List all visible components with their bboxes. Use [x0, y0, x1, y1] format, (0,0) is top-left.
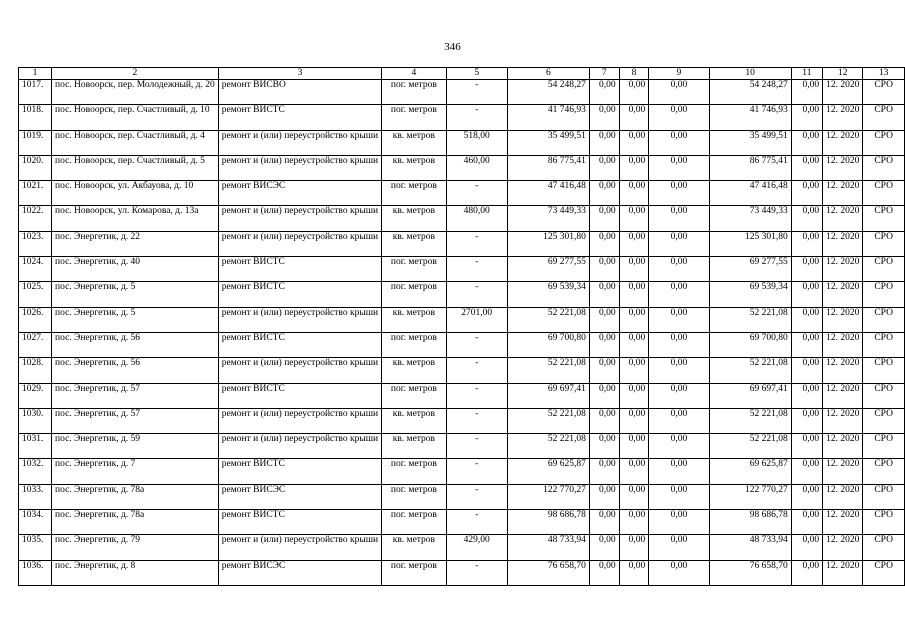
col-9-value-cell: 0,00 — [649, 155, 709, 180]
total-cost-cell: 125 301,80 — [507, 231, 589, 256]
address-cell: пос. Энергетик, д. 5 — [52, 282, 219, 307]
address-cell: пос. Энергетик, д. 8 — [52, 560, 219, 585]
col-11-value-cell: 0,00 — [791, 307, 822, 332]
address-cell: пос. Энергетик, д. 56 — [52, 332, 219, 357]
col-11-value-cell: 0,00 — [791, 535, 822, 560]
deadline-cell: 12. 2020 — [823, 383, 863, 408]
volume-cell: 480,00 — [446, 206, 507, 231]
deadline-cell: 12. 2020 — [823, 282, 863, 307]
table-body — [19, 80, 905, 586]
address-cell: пос. Энергетик, д. 40 — [52, 257, 219, 282]
table-row — [19, 80, 905, 105]
unit-cell: кв. метров — [382, 231, 447, 256]
col-8-value-cell: 0,00 — [619, 206, 649, 231]
col-7-value-cell: 0,00 — [589, 155, 619, 180]
work-type-cell: ремонт и (или) переустройство крыши — [218, 155, 381, 180]
col-10-value-cell: 47 416,48 — [709, 181, 791, 206]
address-cell: пос. Энергетик, д. 56 — [52, 358, 219, 383]
column-header: 12 — [823, 68, 863, 80]
col-8-value-cell: 0,00 — [619, 459, 649, 484]
deadline-cell: 12. 2020 — [823, 181, 863, 206]
col-7-value-cell: 0,00 — [589, 358, 619, 383]
column-header: 11 — [791, 68, 822, 80]
work-type-cell: ремонт и (или) переустройство крыши — [218, 408, 381, 433]
col-7-value-cell: 0,00 — [589, 282, 619, 307]
table-row — [19, 459, 905, 484]
deadline-cell: 12. 2020 — [823, 459, 863, 484]
deadline-cell: 12. 2020 — [823, 535, 863, 560]
unit-cell: пог. метров — [382, 332, 447, 357]
col-11-value-cell: 0,00 — [791, 560, 822, 585]
executor-cell: СРО — [863, 560, 905, 585]
work-type-cell: ремонт ВИСТС — [218, 257, 381, 282]
col-10-value-cell: 69 697,41 — [709, 383, 791, 408]
address-cell: пос. Новоорск, ул. Акбауова, д. 10 — [52, 181, 219, 206]
executor-cell: СРО — [863, 535, 905, 560]
works-table — [18, 67, 905, 586]
volume-cell: - — [446, 459, 507, 484]
column-header: 1 — [19, 68, 52, 80]
col-7-value-cell: 0,00 — [589, 257, 619, 282]
table-row — [19, 510, 905, 535]
address-cell: пос. Энергетик, д. 5 — [52, 307, 219, 332]
row-number-cell: 1033. — [19, 484, 52, 509]
executor-cell: СРО — [863, 257, 905, 282]
volume-cell: - — [446, 383, 507, 408]
executor-cell: СРО — [863, 383, 905, 408]
deadline-cell: 12. 2020 — [823, 231, 863, 256]
unit-cell: кв. метров — [382, 535, 447, 560]
row-number-cell: 1032. — [19, 459, 52, 484]
volume-cell: - — [446, 358, 507, 383]
unit-cell: кв. метров — [382, 434, 447, 459]
col-8-value-cell: 0,00 — [619, 332, 649, 357]
row-number-cell: 1036. — [19, 560, 52, 585]
work-type-cell: ремонт ВИСТС — [218, 282, 381, 307]
address-cell: пос. Новоорск, ул. Комарова, д. 13а — [52, 206, 219, 231]
total-cost-cell: 52 221,08 — [507, 307, 589, 332]
total-cost-cell: 86 775,41 — [507, 155, 589, 180]
row-number-cell: 1029. — [19, 383, 52, 408]
total-cost-cell: 35 499,51 — [507, 130, 589, 155]
col-7-value-cell: 0,00 — [589, 510, 619, 535]
executor-cell: СРО — [863, 459, 905, 484]
col-9-value-cell: 0,00 — [649, 434, 709, 459]
row-number-cell: 1030. — [19, 408, 52, 433]
col-10-value-cell: 69 625,87 — [709, 459, 791, 484]
executor-cell: СРО — [863, 130, 905, 155]
work-type-cell: ремонт ВИСЭС — [218, 484, 381, 509]
table-row — [19, 535, 905, 560]
col-7-value-cell: 0,00 — [589, 231, 619, 256]
volume-cell: - — [446, 105, 507, 130]
executor-cell: СРО — [863, 282, 905, 307]
col-8-value-cell: 0,00 — [619, 181, 649, 206]
table-row — [19, 484, 905, 509]
col-8-value-cell: 0,00 — [619, 231, 649, 256]
executor-cell: СРО — [863, 510, 905, 535]
col-10-value-cell: 76 658,70 — [709, 560, 791, 585]
work-type-cell: ремонт и (или) переустройство крыши — [218, 434, 381, 459]
column-header: 9 — [649, 68, 709, 80]
table-row — [19, 181, 905, 206]
col-8-value-cell: 0,00 — [619, 408, 649, 433]
column-header: 3 — [218, 68, 381, 80]
col-7-value-cell: 0,00 — [589, 560, 619, 585]
volume-cell: - — [446, 80, 507, 105]
table-row — [19, 307, 905, 332]
col-8-value-cell: 0,00 — [619, 155, 649, 180]
total-cost-cell: 69 539,34 — [507, 282, 589, 307]
total-cost-cell: 52 221,08 — [507, 434, 589, 459]
row-number-cell: 1021. — [19, 181, 52, 206]
deadline-cell: 12. 2020 — [823, 257, 863, 282]
table-row — [19, 408, 905, 433]
unit-cell: кв. метров — [382, 130, 447, 155]
unit-cell: кв. метров — [382, 358, 447, 383]
address-cell: пос. Энергетик, д. 57 — [52, 383, 219, 408]
col-10-value-cell: 35 499,51 — [709, 130, 791, 155]
work-type-cell: ремонт и (или) переустройство крыши — [218, 206, 381, 231]
col-10-value-cell: 52 221,08 — [709, 434, 791, 459]
total-cost-cell: 54 248,27 — [507, 80, 589, 105]
col-9-value-cell: 0,00 — [649, 459, 709, 484]
col-9-value-cell: 0,00 — [649, 307, 709, 332]
unit-cell: пог. метров — [382, 257, 447, 282]
address-cell: пос. Энергетик, д. 59 — [52, 434, 219, 459]
row-number-cell: 1027. — [19, 332, 52, 357]
column-header-row — [19, 68, 905, 80]
work-type-cell: ремонт ВИСТС — [218, 383, 381, 408]
row-number-cell: 1028. — [19, 358, 52, 383]
address-cell: пос. Энергетик, д. 79 — [52, 535, 219, 560]
executor-cell: СРО — [863, 155, 905, 180]
col-8-value-cell: 0,00 — [619, 257, 649, 282]
work-type-cell: ремонт ВИСТС — [218, 510, 381, 535]
col-10-value-cell: 73 449,33 — [709, 206, 791, 231]
col-7-value-cell: 0,00 — [589, 459, 619, 484]
deadline-cell: 12. 2020 — [823, 130, 863, 155]
col-7-value-cell: 0,00 — [589, 535, 619, 560]
deadline-cell: 12. 2020 — [823, 358, 863, 383]
unit-cell: пог. метров — [382, 282, 447, 307]
unit-cell: пог. метров — [382, 383, 447, 408]
work-type-cell: ремонт и (или) переустройство крыши — [218, 231, 381, 256]
table-row — [19, 206, 905, 231]
col-11-value-cell: 0,00 — [791, 484, 822, 509]
row-number-cell: 1035. — [19, 535, 52, 560]
col-9-value-cell: 0,00 — [649, 510, 709, 535]
work-type-cell: ремонт ВИСЭС — [218, 560, 381, 585]
col-7-value-cell: 0,00 — [589, 332, 619, 357]
volume-cell: - — [446, 408, 507, 433]
deadline-cell: 12. 2020 — [823, 484, 863, 509]
unit-cell: пог. метров — [382, 459, 447, 484]
col-8-value-cell: 0,00 — [619, 282, 649, 307]
col-9-value-cell: 0,00 — [649, 80, 709, 105]
address-cell: пос. Новоорск, пер. Счастливый, д. 10 — [52, 105, 219, 130]
work-type-cell: ремонт ВИСТС — [218, 459, 381, 484]
volume-cell: 460,00 — [446, 155, 507, 180]
col-10-value-cell: 52 221,08 — [709, 358, 791, 383]
row-number-cell: 1026. — [19, 307, 52, 332]
deadline-cell: 12. 2020 — [823, 80, 863, 105]
total-cost-cell: 98 686,78 — [507, 510, 589, 535]
col-7-value-cell: 0,00 — [589, 206, 619, 231]
col-7-value-cell: 0,00 — [589, 383, 619, 408]
address-cell: пос. Энергетик, д. 78а — [52, 510, 219, 535]
executor-cell: СРО — [863, 206, 905, 231]
deadline-cell: 12. 2020 — [823, 510, 863, 535]
volume-cell: - — [446, 282, 507, 307]
total-cost-cell: 69 697,41 — [507, 383, 589, 408]
col-8-value-cell: 0,00 — [619, 358, 649, 383]
total-cost-cell: 69 277,55 — [507, 257, 589, 282]
col-9-value-cell: 0,00 — [649, 408, 709, 433]
work-type-cell: ремонт ВИСВО — [218, 80, 381, 105]
row-number-cell: 1034. — [19, 510, 52, 535]
volume-cell: - — [446, 434, 507, 459]
row-number-cell: 1022. — [19, 206, 52, 231]
volume-cell: - — [446, 257, 507, 282]
address-cell: пос. Новоорск, пер. Молодежный, д. 20 — [52, 80, 219, 105]
col-7-value-cell: 0,00 — [589, 130, 619, 155]
col-11-value-cell: 0,00 — [791, 282, 822, 307]
row-number-cell: 1023. — [19, 231, 52, 256]
col-11-value-cell: 0,00 — [791, 408, 822, 433]
col-8-value-cell: 0,00 — [619, 307, 649, 332]
table-row — [19, 332, 905, 357]
col-11-value-cell: 0,00 — [791, 358, 822, 383]
table-row — [19, 130, 905, 155]
unit-cell: пог. метров — [382, 80, 447, 105]
col-9-value-cell: 0,00 — [649, 257, 709, 282]
col-10-value-cell: 69 277,55 — [709, 257, 791, 282]
col-11-value-cell: 0,00 — [791, 257, 822, 282]
total-cost-cell: 52 221,08 — [507, 358, 589, 383]
col-9-value-cell: 0,00 — [649, 383, 709, 408]
col-9-value-cell: 0,00 — [649, 484, 709, 509]
address-cell: пос. Энергетик, д. 7 — [52, 459, 219, 484]
work-type-cell: ремонт и (или) переустройство крыши — [218, 535, 381, 560]
col-11-value-cell: 0,00 — [791, 155, 822, 180]
work-type-cell: ремонт ВИСТС — [218, 332, 381, 357]
executor-cell: СРО — [863, 408, 905, 433]
unit-cell: кв. метров — [382, 155, 447, 180]
col-9-value-cell: 0,00 — [649, 130, 709, 155]
col-8-value-cell: 0,00 — [619, 484, 649, 509]
col-9-value-cell: 0,00 — [649, 332, 709, 357]
column-header: 5 — [446, 68, 507, 80]
col-7-value-cell: 0,00 — [589, 484, 619, 509]
executor-cell: СРО — [863, 105, 905, 130]
unit-cell: пог. метров — [382, 510, 447, 535]
total-cost-cell: 69 625,87 — [507, 459, 589, 484]
row-number-cell: 1017. — [19, 80, 52, 105]
unit-cell: пог. метров — [382, 181, 447, 206]
volume-cell: 2701,00 — [446, 307, 507, 332]
col-7-value-cell: 0,00 — [589, 434, 619, 459]
col-10-value-cell: 122 770,27 — [709, 484, 791, 509]
total-cost-cell: 47 416,48 — [507, 181, 589, 206]
work-type-cell: ремонт и (или) переустройство крыши — [218, 130, 381, 155]
volume-cell: - — [446, 332, 507, 357]
deadline-cell: 12. 2020 — [823, 307, 863, 332]
col-7-value-cell: 0,00 — [589, 181, 619, 206]
col-10-value-cell: 48 733,94 — [709, 535, 791, 560]
unit-cell: кв. метров — [382, 206, 447, 231]
row-number-cell: 1020. — [19, 155, 52, 180]
total-cost-cell: 52 221,08 — [507, 408, 589, 433]
col-11-value-cell: 0,00 — [791, 80, 822, 105]
unit-cell: кв. метров — [382, 307, 447, 332]
deadline-cell: 12. 2020 — [823, 434, 863, 459]
volume-cell: - — [446, 484, 507, 509]
deadline-cell: 12. 2020 — [823, 560, 863, 585]
col-7-value-cell: 0,00 — [589, 408, 619, 433]
work-type-cell: ремонт ВИСЭС — [218, 181, 381, 206]
table-row — [19, 231, 905, 256]
executor-cell: СРО — [863, 181, 905, 206]
address-cell: пос. Энергетик, д. 78а — [52, 484, 219, 509]
col-11-value-cell: 0,00 — [791, 383, 822, 408]
unit-cell: пог. метров — [382, 484, 447, 509]
total-cost-cell: 76 658,70 — [507, 560, 589, 585]
col-9-value-cell: 0,00 — [649, 105, 709, 130]
work-type-cell: ремонт ВИСТС — [218, 105, 381, 130]
table-row — [19, 282, 905, 307]
address-cell: пос. Энергетик, д. 57 — [52, 408, 219, 433]
column-header: 13 — [863, 68, 905, 80]
table-row — [19, 257, 905, 282]
page-number: 346 — [444, 41, 461, 53]
table-row — [19, 383, 905, 408]
row-number-cell: 1019. — [19, 130, 52, 155]
column-header: 8 — [619, 68, 649, 80]
col-10-value-cell: 69 700,80 — [709, 332, 791, 357]
col-9-value-cell: 0,00 — [649, 206, 709, 231]
total-cost-cell: 73 449,33 — [507, 206, 589, 231]
col-11-value-cell: 0,00 — [791, 181, 822, 206]
total-cost-cell: 41 746,93 — [507, 105, 589, 130]
executor-cell: СРО — [863, 484, 905, 509]
col-11-value-cell: 0,00 — [791, 130, 822, 155]
table-row — [19, 560, 905, 585]
deadline-cell: 12. 2020 — [823, 105, 863, 130]
col-11-value-cell: 0,00 — [791, 206, 822, 231]
executor-cell: СРО — [863, 80, 905, 105]
col-10-value-cell: 52 221,08 — [709, 307, 791, 332]
unit-cell: пог. метров — [382, 105, 447, 130]
volume-cell: - — [446, 510, 507, 535]
col-9-value-cell: 0,00 — [649, 181, 709, 206]
col-11-value-cell: 0,00 — [791, 231, 822, 256]
column-header: 2 — [52, 68, 219, 80]
col-9-value-cell: 0,00 — [649, 560, 709, 585]
volume-cell: - — [446, 231, 507, 256]
column-header: 10 — [709, 68, 791, 80]
col-8-value-cell: 0,00 — [619, 535, 649, 560]
executor-cell: СРО — [863, 434, 905, 459]
col-10-value-cell: 41 746,93 — [709, 105, 791, 130]
total-cost-cell: 48 733,94 — [507, 535, 589, 560]
executor-cell: СРО — [863, 307, 905, 332]
address-cell: пос. Энергетик, д. 22 — [52, 231, 219, 256]
col-7-value-cell: 0,00 — [589, 307, 619, 332]
volume-cell: - — [446, 181, 507, 206]
col-10-value-cell: 125 301,80 — [709, 231, 791, 256]
address-cell: пос. Новоорск, пер. Счастливый, д. 5 — [52, 155, 219, 180]
col-10-value-cell: 98 686,78 — [709, 510, 791, 535]
executor-cell: СРО — [863, 231, 905, 256]
work-type-cell: ремонт и (или) переустройство крыши — [218, 307, 381, 332]
executor-cell: СРО — [863, 358, 905, 383]
col-9-value-cell: 0,00 — [649, 282, 709, 307]
volume-cell: - — [446, 560, 507, 585]
col-11-value-cell: 0,00 — [791, 434, 822, 459]
col-11-value-cell: 0,00 — [791, 332, 822, 357]
col-8-value-cell: 0,00 — [619, 510, 649, 535]
table-row — [19, 105, 905, 130]
address-cell: пос. Новоорск, пер. Счастливый, д. 4 — [52, 130, 219, 155]
table-row — [19, 358, 905, 383]
col-8-value-cell: 0,00 — [619, 130, 649, 155]
col-11-value-cell: 0,00 — [791, 105, 822, 130]
col-10-value-cell: 52 221,08 — [709, 408, 791, 433]
unit-cell: кв. метров — [382, 408, 447, 433]
table-row — [19, 155, 905, 180]
work-type-cell: ремонт и (или) переустройство крыши — [218, 358, 381, 383]
col-8-value-cell: 0,00 — [619, 434, 649, 459]
col-8-value-cell: 0,00 — [619, 560, 649, 585]
col-10-value-cell: 69 539,34 — [709, 282, 791, 307]
total-cost-cell: 69 700,80 — [507, 332, 589, 357]
col-8-value-cell: 0,00 — [619, 105, 649, 130]
row-number-cell: 1025. — [19, 282, 52, 307]
column-header: 7 — [589, 68, 619, 80]
col-9-value-cell: 0,00 — [649, 231, 709, 256]
col-7-value-cell: 0,00 — [589, 80, 619, 105]
deadline-cell: 12. 2020 — [823, 155, 863, 180]
col-10-value-cell: 54 248,27 — [709, 80, 791, 105]
col-11-value-cell: 0,00 — [791, 510, 822, 535]
volume-cell: 518,00 — [446, 130, 507, 155]
column-header: 4 — [382, 68, 447, 80]
col-9-value-cell: 0,00 — [649, 358, 709, 383]
executor-cell: СРО — [863, 332, 905, 357]
table-row — [19, 434, 905, 459]
unit-cell: пог. метров — [382, 560, 447, 585]
col-7-value-cell: 0,00 — [589, 105, 619, 130]
col-9-value-cell: 0,00 — [649, 535, 709, 560]
row-number-cell: 1018. — [19, 105, 52, 130]
col-8-value-cell: 0,00 — [619, 383, 649, 408]
column-header: 6 — [507, 68, 589, 80]
deadline-cell: 12. 2020 — [823, 408, 863, 433]
deadline-cell: 12. 2020 — [823, 206, 863, 231]
volume-cell: 429,00 — [446, 535, 507, 560]
col-11-value-cell: 0,00 — [791, 459, 822, 484]
row-number-cell: 1024. — [19, 257, 52, 282]
col-10-value-cell: 86 775,41 — [709, 155, 791, 180]
col-8-value-cell: 0,00 — [619, 80, 649, 105]
row-number-cell: 1031. — [19, 434, 52, 459]
deadline-cell: 12. 2020 — [823, 332, 863, 357]
total-cost-cell: 122 770,27 — [507, 484, 589, 509]
